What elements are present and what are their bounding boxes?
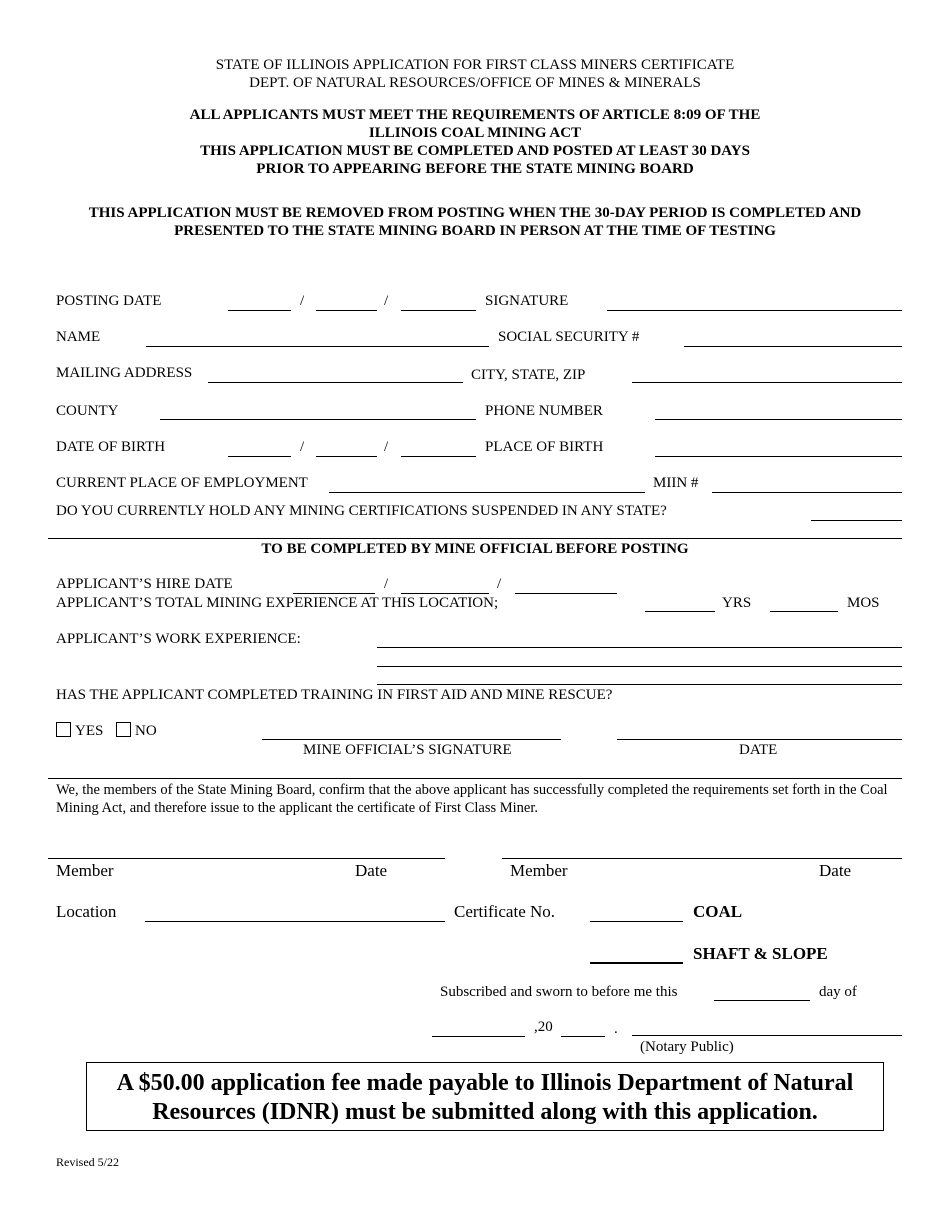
date-separator: / <box>384 439 389 455</box>
miin-label: MIIN # <box>653 475 699 491</box>
employment-field[interactable] <box>329 492 645 493</box>
pob-field[interactable] <box>655 456 902 457</box>
dob-year-field[interactable] <box>401 456 476 457</box>
requirement-line-2: ILLINOIS COAL MINING ACT <box>368 125 582 141</box>
removal-notice-1: THIS APPLICATION MUST BE REMOVED FROM POSTING WHEN THE 30-DAY PERIOD IS COMPLETED AND <box>88 205 862 221</box>
section-divider <box>48 538 902 539</box>
training-question: HAS THE APPLICANT COMPLETED TRAINING IN FIRST AID AND MINE RESCUE? <box>56 687 613 703</box>
posting-date-month-field[interactable] <box>228 310 291 311</box>
mailing-address-label: MAILING ADDRESS <box>56 365 193 381</box>
posting-date-day-field[interactable] <box>316 310 377 311</box>
removal-notice-2: PRESENTED TO THE STATE MINING BOARD IN PERSON AT THE TIME OF TESTING <box>174 223 776 239</box>
member-1-date-label: Date <box>355 861 388 880</box>
sworn-month-field[interactable] <box>432 1036 525 1037</box>
name-field[interactable] <box>146 346 489 347</box>
experience-months-field[interactable] <box>770 611 838 612</box>
year-prefix: ,20 <box>534 1019 553 1035</box>
suspended-question: DO YOU CURRENTLY HOLD ANY MINING CERTIFICATIONS SUSPENDED IN ANY STATE? <box>56 503 667 519</box>
no-label: NO <box>135 723 157 739</box>
certificate-no-label: Certificate No. <box>454 902 556 921</box>
mine-official-signature-field[interactable] <box>262 739 561 740</box>
phone-field[interactable] <box>655 419 902 420</box>
form-title: STATE OF ILLINOIS APPLICATION FOR FIRST CLASS MINERS CERTIFICATE <box>215 57 735 73</box>
day-of-label: day of <box>819 984 857 1000</box>
location-field[interactable] <box>145 921 445 922</box>
date-separator: / <box>384 576 389 592</box>
sworn-day-field[interactable] <box>714 1000 810 1001</box>
phone-label: PHONE NUMBER <box>485 403 603 419</box>
member-2-signature-field[interactable] <box>502 858 902 859</box>
yes-label: YES <box>75 723 104 739</box>
date-separator: / <box>300 439 305 455</box>
work-experience-line-1[interactable] <box>377 647 902 648</box>
mailing-address-field[interactable] <box>208 382 463 383</box>
certificate-shaft-slope-field[interactable] <box>590 962 683 964</box>
dob-label: DATE OF BIRTH <box>56 439 166 455</box>
posting-date-year-field[interactable] <box>401 310 476 311</box>
official-date-label: DATE <box>739 742 778 758</box>
certificate-coal-field[interactable] <box>590 921 683 922</box>
suspended-answer-field[interactable] <box>811 520 902 521</box>
sworn-statement: Subscribed and sworn to before me this <box>440 984 678 1000</box>
requirement-line-4: PRIOR TO APPEARING BEFORE THE STATE MINING BOARD <box>256 161 694 177</box>
ssn-field[interactable] <box>684 346 902 347</box>
section-divider <box>48 778 902 779</box>
period: . <box>614 1021 618 1037</box>
member-2-date-label: Date <box>819 861 852 880</box>
dob-month-field[interactable] <box>228 456 291 457</box>
work-experience-label: APPLICANT’S WORK EXPERIENCE: <box>56 631 301 647</box>
signature-field[interactable] <box>607 310 902 311</box>
sworn-year-field[interactable] <box>561 1036 605 1037</box>
hire-date-label: APPLICANT’S HIRE DATE <box>56 576 233 592</box>
signature-label: SIGNATURE <box>485 293 569 309</box>
revision-note: Revised 5/22 <box>56 1155 119 1169</box>
work-experience-line-3[interactable] <box>377 684 902 685</box>
employment-label: CURRENT PLACE OF EMPLOYMENT <box>56 475 308 491</box>
official-date-field[interactable] <box>617 739 902 740</box>
date-separator: / <box>497 576 502 592</box>
date-separator: / <box>384 293 389 309</box>
fee-notice-box <box>86 1062 884 1131</box>
member-1-signature-field[interactable] <box>48 858 445 859</box>
county-label: COUNTY <box>56 403 119 419</box>
work-experience-line-2[interactable] <box>377 666 902 667</box>
total-experience-label: APPLICANT’S TOTAL MINING EXPERIENCE AT THIS LOCATION; <box>56 595 499 611</box>
years-label: YRS <box>722 595 752 611</box>
pob-label: PLACE OF BIRTH <box>485 439 604 455</box>
city-state-zip-field[interactable] <box>632 382 902 383</box>
dob-day-field[interactable] <box>316 456 377 457</box>
miin-field[interactable] <box>712 492 902 493</box>
city-state-zip-label: CITY, STATE, ZIP <box>471 367 586 383</box>
training-no-option[interactable] <box>116 722 157 740</box>
months-label: MOS <box>847 595 880 611</box>
requirement-line-1: ALL APPLICANTS MUST MEET THE REQUIREMENTS OF ARTICLE 8:09 OF THE <box>189 107 761 123</box>
county-field[interactable] <box>160 419 476 420</box>
name-label: NAME <box>56 329 101 345</box>
hire-date-year-field[interactable] <box>515 593 617 594</box>
member-1-label: Member <box>56 861 114 880</box>
notary-signature-field[interactable] <box>632 1035 902 1036</box>
official-section-heading: TO BE COMPLETED BY MINE OFFICIAL BEFORE POSTING <box>261 541 689 557</box>
member-2-label: Member <box>510 861 568 880</box>
mine-official-signature-label: MINE OFFICIAL’S SIGNATURE <box>303 742 512 758</box>
notary-label: (Notary Public) <box>640 1039 734 1055</box>
posting-date-label: POSTING DATE <box>56 293 162 309</box>
experience-years-field[interactable] <box>645 611 715 612</box>
fee-notice-text: A $50.00 application fee made payable to Illinois Department of Natural Resources (IDNR) must be submitted along with this application. <box>116 1070 854 1125</box>
ssn-label: SOCIAL SECURITY # <box>498 329 640 345</box>
date-separator: / <box>300 293 305 309</box>
form-subtitle: DEPT. OF NATURAL RESOURCES/OFFICE OF MINES & MINERALS <box>249 75 701 91</box>
requirement-line-3: THIS APPLICATION MUST BE COMPLETED AND POSTED AT LEAST 30 DAYS <box>200 143 750 159</box>
board-statement: We, the members of the State Mining Board, confirm that the above applicant has successfully completed the requirements set forth in the Coal Mining Act, and therefore issue to the applicant the certificate of First Class Miner. <box>56 782 888 816</box>
coal-label: COAL <box>693 902 743 921</box>
training-yes-option[interactable] <box>56 722 103 740</box>
shaft-slope-label: SHAFT & SLOPE <box>693 944 828 963</box>
no-checkbox[interactable] <box>116 722 131 737</box>
yes-checkbox[interactable] <box>56 722 71 737</box>
location-label: Location <box>56 902 117 921</box>
